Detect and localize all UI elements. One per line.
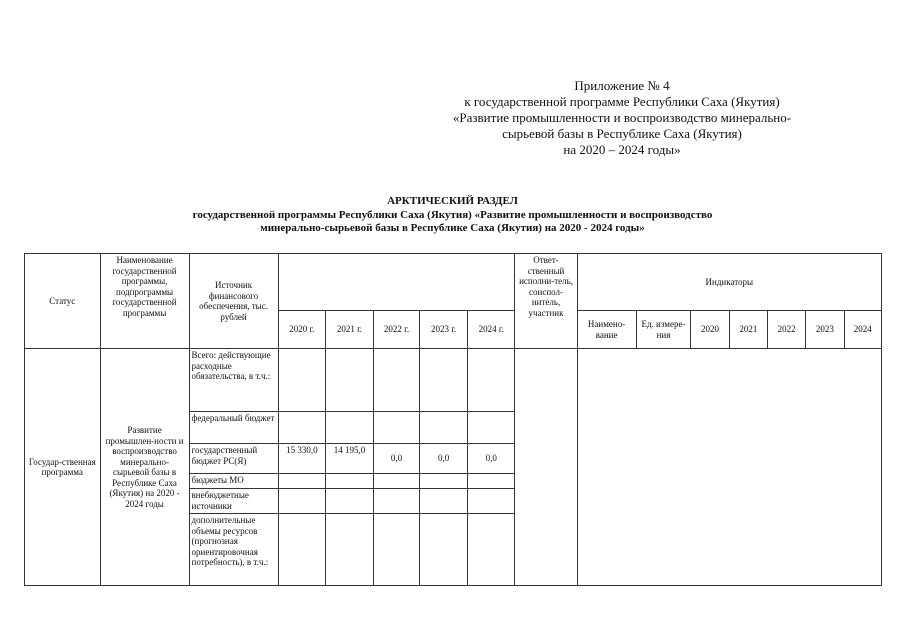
header-indicators: Индикаторы — [577, 254, 881, 311]
header-indicator-unit: Ед. измере-ния — [636, 311, 691, 349]
source-cell: Всего: действующие расходные обязательства, в т.ч.: — [189, 349, 278, 412]
value-cell — [467, 412, 515, 444]
source-cell: бюджеты МО — [189, 474, 278, 489]
source-cell: дополнительные объемы ресурсов (прогнозная ориентировочная потребность), в т.ч.: — [189, 514, 278, 586]
value-cell — [326, 474, 374, 489]
table-row — [25, 349, 882, 412]
program-cell: Развитие промышлен-ности и воспроизводство минерально-сырьевой базы в Республике Саха (Якутия) на 2020 - 2024 годы — [100, 349, 189, 586]
section-title-line: государственной программы Республики Саха (Якутия) «Развитие промышленности и воспроизводство — [192, 208, 713, 221]
value-cell — [467, 474, 515, 489]
value-cell — [278, 474, 326, 489]
section-title — [100, 195, 805, 236]
value-cell — [420, 489, 468, 514]
value-cell: 15 330,0 — [278, 444, 326, 474]
value-cell: 14 195,0 — [326, 444, 374, 474]
appendix-header — [420, 78, 824, 158]
value-cell — [373, 489, 420, 514]
value-cell — [373, 412, 420, 444]
header-indicator-year: 2022 — [767, 311, 805, 349]
value-cell: 0,0 — [373, 444, 420, 474]
value-cell — [467, 489, 515, 514]
value-cell — [326, 349, 374, 412]
header-status: Статус — [25, 254, 101, 349]
header-indicator-year: 2024 — [844, 311, 881, 349]
value-cell — [420, 412, 468, 444]
appendix-line: Приложение № 4 — [574, 78, 670, 93]
value-cell — [326, 489, 374, 514]
header-indicator-year: 2021 — [729, 311, 767, 349]
header-indicator-year: 2023 — [806, 311, 844, 349]
responsible-cell — [515, 349, 577, 586]
header-responsible: Ответ-ственный исполни-тель, соиспол-нитель, участник — [515, 254, 577, 349]
value-cell: 0,0 — [467, 444, 515, 474]
header-year: 2021 г. — [326, 311, 374, 349]
value-cell: 0,0 — [420, 444, 468, 474]
header-year: 2024 г. — [467, 311, 515, 349]
appendix-line: «Развитие промышленности и воспроизводство минерально- — [452, 110, 792, 125]
header-program-name: Наименование государственной программы, подпрограммы государственной программы — [100, 254, 189, 349]
value-cell — [278, 349, 326, 412]
source-cell: государственный бюджет РС(Я) — [189, 444, 278, 474]
value-cell — [467, 514, 515, 586]
appendix-line: к государственной программе Республики Саха (Якутия) — [464, 94, 780, 109]
value-cell — [467, 349, 515, 412]
appendix-line: сырьевой базы в Республике Саха (Якутия) — [502, 126, 742, 141]
funding-table — [24, 253, 882, 586]
value-cell — [373, 349, 420, 412]
source-cell: федеральный бюджет — [189, 412, 278, 444]
header-year: 2020 г. — [278, 311, 326, 349]
header-year: 2022 г. — [373, 311, 420, 349]
value-cell — [278, 514, 326, 586]
section-heading: АРКТИЧЕСКИЙ РАЗДЕЛ — [387, 195, 518, 207]
header-year: 2023 г. — [420, 311, 468, 349]
value-cell — [326, 514, 374, 586]
value-cell — [420, 349, 468, 412]
appendix-line: на 2020 – 2024 годы» — [563, 142, 681, 157]
status-cell: Государ-ственная программа — [25, 349, 101, 586]
value-cell — [373, 514, 420, 586]
value-cell — [278, 412, 326, 444]
header-indicator-name: Наимено-вание — [577, 311, 636, 349]
value-cell — [420, 474, 468, 489]
value-cell — [278, 489, 326, 514]
value-cell — [326, 412, 374, 444]
section-title-line: минерально-сырьевой базы в Республике Саха (Якутия) на 2020 - 2024 годы» — [260, 222, 645, 234]
indicators-cell — [577, 349, 881, 586]
value-cell — [420, 514, 468, 586]
source-cell: внебюджетные источники — [189, 489, 278, 514]
header-years-group — [278, 254, 515, 311]
header-indicator-year: 2020 — [691, 311, 729, 349]
header-funding-source: Источник финансового обеспечения, тыс. рублей — [189, 254, 278, 349]
value-cell — [373, 474, 420, 489]
